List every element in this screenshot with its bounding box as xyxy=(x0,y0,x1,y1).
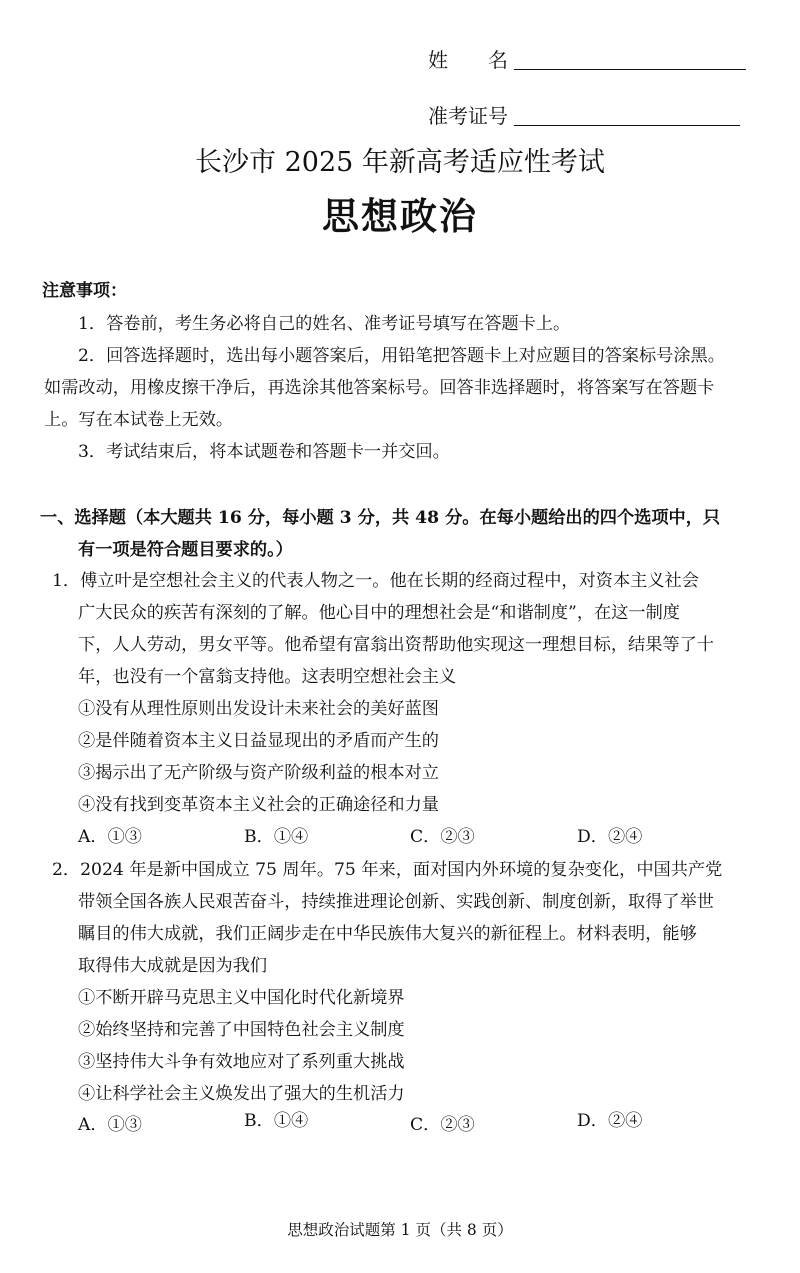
question-1-option-b[interactable]: B．①④ xyxy=(244,827,309,847)
question-2-option-a[interactable]: A．①③ xyxy=(78,1115,142,1135)
exam-title: 长沙市 2025 年新高考适应性考试 xyxy=(195,147,605,178)
question-2-statement: ①不断开辟马克思主义中国化时代化新境界 xyxy=(78,988,405,1008)
ticket-field xyxy=(428,104,740,128)
question-2-option-d[interactable]: D．②④ xyxy=(577,1111,643,1131)
section-heading-cont: 有一项是符合题目要求的。） xyxy=(78,540,293,560)
question-2-option-c[interactable]: C．②③ xyxy=(410,1115,475,1135)
question-2-stem-line: 瞩目的伟大成就，我们正阔步走在中华民族伟大复兴的新征程上。材料表明，能够 xyxy=(78,924,697,944)
note-line: 1．答卷前，考生务必将自己的姓名、准考证号填写在答题卡上。 xyxy=(78,314,571,334)
question-2-stem-line: 取得伟大成就是因为我们 xyxy=(78,956,268,976)
question-2-option-b[interactable]: B．①④ xyxy=(244,1111,309,1131)
question-2-stem-line: 2．2024 年是新中国成立 75 周年。75 年来，面对国内外环境的复杂变化，中国共产党 xyxy=(52,860,723,880)
section-heading: 一、选择题（本大题共 16 分，每小题 3 分，共 48 分。在每小题给出的四个选项中，只 xyxy=(40,508,721,528)
question-1-stem-line: 广大民众的疾苦有深刻的了解。他心目中的理想社会是“和谐制度”，在这一制度 xyxy=(78,603,680,623)
question-1-statement: ③揭示出了无产阶级与资产阶级利益的根本对立 xyxy=(78,763,439,783)
ticket-label: 准考证号 xyxy=(428,104,508,128)
question-1-statement: ④没有找到变革资本主义社会的正确途径和力量 xyxy=(78,795,439,815)
note-line: 2．回答选择题时，选出每小题答案后，用铅笔把答题卡上对应题目的答案标号涂黑。 xyxy=(78,346,725,366)
question-1-option-c[interactable]: C．②③ xyxy=(410,827,475,847)
question-2-statement: ②始终坚持和完善了中国特色社会主义制度 xyxy=(78,1020,405,1040)
page-footer: 思想政治试题第 1 页（共 8 页） xyxy=(287,1221,513,1239)
name-label: 姓 名 xyxy=(428,48,508,72)
note-line: 上。写在本试卷上无效。 xyxy=(44,410,234,430)
question-1-option-d[interactable]: D．②④ xyxy=(577,827,643,847)
ticket-blank-line xyxy=(514,125,740,126)
question-1-stem-line: 年，也没有一个富翁支持他。这表明空想社会主义 xyxy=(78,667,457,687)
question-1-statement: ②是伴随着资本主义日益显现出的矛盾而产生的 xyxy=(78,731,439,751)
subject-title: 思想政治 xyxy=(322,194,478,238)
name-field xyxy=(428,48,746,72)
question-2-statement: ③坚持伟大斗争有效地应对了系列重大挑战 xyxy=(78,1052,405,1072)
question-2-statement: ④让科学社会主义焕发出了强大的生机活力 xyxy=(78,1084,405,1104)
question-1-stem-line: 下，人人劳动，男女平等。他希望有富翁出资帮助他实现这一理想目标，结果等了十 xyxy=(78,635,714,655)
question-1-stem-line: 1．傅立叶是空想社会主义的代表人物之一。他在长期的经商过程中，对资本主义社会 xyxy=(52,571,699,591)
question-2-stem-line: 带领全国各族人民艰苦奋斗，持续推进理论创新、实践创新、制度创新，取得了举世 xyxy=(78,892,714,912)
note-line: 3．考试结束后，将本试题卷和答题卡一并交回。 xyxy=(78,442,450,462)
name-blank-line xyxy=(514,69,746,70)
notes-heading: 注意事项： xyxy=(42,281,127,301)
question-1-statement: ①没有从理性原则出发设计未来社会的美好蓝图 xyxy=(78,699,439,719)
question-1-option-a[interactable]: A．①③ xyxy=(78,827,142,847)
note-line: 如需改动，用橡皮擦干净后，再选涂其他答案标号。回答非选择题时，将答案写在答题卡 xyxy=(44,378,715,398)
